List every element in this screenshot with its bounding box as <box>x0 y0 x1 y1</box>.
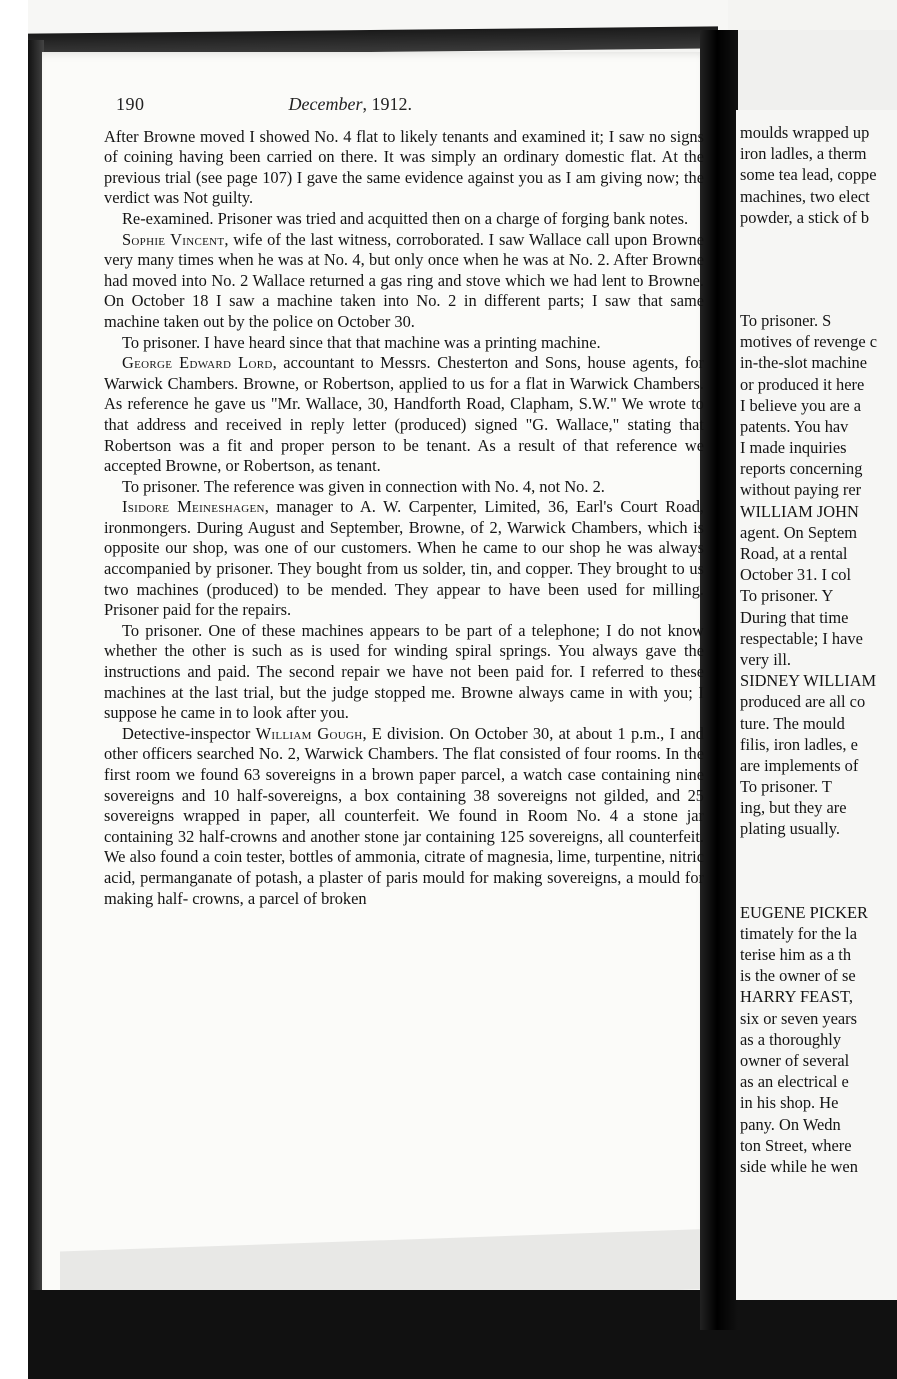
paragraph-text: , accountant to Messrs. Chesterton and Sons, house agents, for Warwick Chambers. Browne, or Robertson, applied to us for a flat in Warwick Chambers. As reference he gave us "Mr. Wallace, 30, Handforth Road, Clapham, S.W." We wrote to that address and received in reply letter (produced) signed "G. Wallace," stating that Robertson was a fit and proper person to be tenant. As a result of that reference we accepted Browne, or Robertson, as tenant. <box>104 353 704 476</box>
paragraph <box>104 477 704 498</box>
running-title-year: , 1912. <box>362 94 412 114</box>
right-page-line: as a thoroughly <box>740 1029 842 1049</box>
paragraph <box>104 127 704 209</box>
paragraph <box>104 333 704 354</box>
witness-name: George Edward Lord <box>122 353 273 373</box>
right-page-line: some tea lead, coppe <box>740 165 877 185</box>
right-page-text <box>740 122 897 1177</box>
right-page-line: To prisoner. Y <box>740 586 834 606</box>
right-page-line: ing, but they are <box>740 798 847 818</box>
right-page-line: ton Street, where <box>740 1135 852 1155</box>
right-page-line: filis, iron ladles, e <box>740 734 858 754</box>
right-page-line: EUGENE PICKER <box>740 902 868 922</box>
paragraph-text: Re-examined. Prisoner was tried and acquitted then on a charge of forging bank notes. <box>122 208 689 228</box>
right-page-line: WILLIAM JOHN <box>740 501 859 521</box>
right-page-line: respectable; I have <box>740 628 863 648</box>
right-page-line: as an electrical e <box>740 1072 849 1092</box>
right-page-line: To prisoner. T <box>740 777 832 797</box>
paragraph <box>104 497 704 621</box>
book-gutter <box>700 30 738 1330</box>
right-page-line: patents. You hav <box>740 416 849 436</box>
running-title-month: December <box>288 94 363 114</box>
right-page-line: iron ladles, a therm <box>740 144 867 164</box>
right-page-line: or produced it here <box>740 374 865 394</box>
right-page-line: ture. The mould <box>740 713 845 733</box>
right-page-line: powder, a stick of b <box>740 207 870 227</box>
right-page-top <box>728 30 897 110</box>
right-page-line: motives of revenge c <box>740 332 877 352</box>
right-page-line: owner of several <box>740 1050 850 1070</box>
witness-name: Isidore Meineshagen <box>122 497 265 517</box>
paragraph-text: To prisoner. The reference was given in connection with No. 4, not No. 2. <box>122 476 605 496</box>
right-page-line: terise him as a th <box>740 945 852 964</box>
paragraph-text: , manager to A. W. Carpenter, Limited, 36, Earl's Court Road, ironmongers. During August and September, Browne, of 2, Warwick Chambers, which is opposite our shop, was one of our customers. When he came to our shop he was always accompanied by prisoner. They bought from us solder, tin, and copper. They brought to us two machines (produced) to be mended. They appear to have been used for milling. Prisoner paid for the repairs. <box>104 497 704 620</box>
paragraph <box>104 353 704 477</box>
right-page-line: plating usually. <box>740 819 840 839</box>
paragraph-text: To prisoner. One of these machines appears to be part of a telephone; I do not know whether the other is such as is used for winding spiral springs. You always gave the instructions and paid. The second repair we have not been paid for. I referred to these machines at the last trial, but the judge stopped me. Browne always came in with you; I suppose he came in to look after you. <box>104 620 704 723</box>
paragraph-text: , E division. On October 30, at about 1 p.m., I and other officers searched No. 2, Warwick Chambers. The flat consisted of four rooms. In the first room we found 63 sovereigns in a brown paper parcel, a watch case containing nine sovereigns and 10 half-sovereigns, a box containing 38 sovereigns not gilded, and 25 sovereigns wrapped in paper, all counterfeit. We found in Room No. 4 a stone jar containing 32 half-crowns and another stone jar containing 125 sovereigns, all counterfeit. We also found a coin tester, bottles of ammonia, citrate of magnesia, lime, turpentine, nitric acid, permanganate of potash, a plaster of paris mould for making sovereigns, a mould for making half- crowns, a parcel of broken <box>104 723 705 908</box>
paragraph-prefix: Detective-inspector <box>122 723 256 743</box>
header-spacer <box>556 94 596 115</box>
right-page-line: are implements of <box>740 755 859 775</box>
right-page-line: side while he wen <box>740 1156 858 1176</box>
right-page-line: I made inquiries <box>740 438 847 458</box>
witness-name: Sophie Vincent <box>122 229 225 249</box>
right-page-line: Road, at a rental <box>740 544 848 563</box>
paragraph <box>104 230 704 333</box>
paragraph <box>104 724 704 909</box>
right-page-line: I believe you are a <box>740 395 862 415</box>
page-number: 190 <box>116 94 145 114</box>
paragraph <box>104 209 704 230</box>
line-gap <box>740 228 897 310</box>
body-paragraphs <box>104 127 704 910</box>
right-page-line: timately for the la <box>740 923 857 943</box>
witness-name: William Gough <box>255 723 363 743</box>
right-page-line: is the owner of se <box>740 966 856 986</box>
right-page-line: agent. On Septem <box>740 522 857 542</box>
paragraph <box>104 621 704 724</box>
left-page-text <box>104 94 704 909</box>
right-page-line: reports concerning <box>740 459 863 479</box>
right-page-line: HARRY FEAST, <box>740 987 853 1007</box>
scan-margin-left <box>0 0 30 1379</box>
page-bottom-shadow <box>28 1290 897 1379</box>
right-page-line: During that time <box>740 607 849 627</box>
right-page-line: very ill. <box>740 649 791 669</box>
right-page-line: SIDNEY WILLIAM <box>740 671 877 691</box>
right-page-line: moulds wrapped up <box>740 123 870 142</box>
right-page-line: in-the-slot machine <box>740 353 867 373</box>
right-page-line: produced are all co <box>740 692 866 712</box>
line-gap <box>740 840 897 902</box>
right-page-line: October 31. I col <box>740 565 852 585</box>
right-page-line: pany. On Wedn <box>740 1114 841 1134</box>
running-title <box>289 94 412 115</box>
paragraph-text: To prisoner. I have heard since that that machine was a printing machine. <box>122 332 601 352</box>
right-page-line: To prisoner. S <box>740 310 832 330</box>
paragraph-text: , wife of the last witness, corroborated. I saw Wallace call upon Browne very many times when he was at No. 4, but only once when he was at No. 2. After Browne had moved into No. 2 Wallace returned a gas ring and stove which we had lent to Browne. On October 18 I saw a machine taken into No. 2 in different parts; I saw that same machine taken out by the police on October 30. <box>104 229 705 331</box>
running-header <box>116 94 596 115</box>
right-page-line: in his shop. He <box>740 1093 839 1113</box>
right-page-line: machines, two elect <box>740 186 870 206</box>
right-page-line: six or seven years <box>740 1008 857 1028</box>
right-page-line: without paying rer <box>740 480 862 500</box>
paragraph-text: After Browne moved I showed No. 4 flat to likely tenants and examined it; I saw no signs of coining having been carried on there. It was simply an ordinary domestic flat. At the previous trial (see page 107) I gave the same evidence against you as I am giving now; the verdict was Not guilty. <box>104 126 704 208</box>
